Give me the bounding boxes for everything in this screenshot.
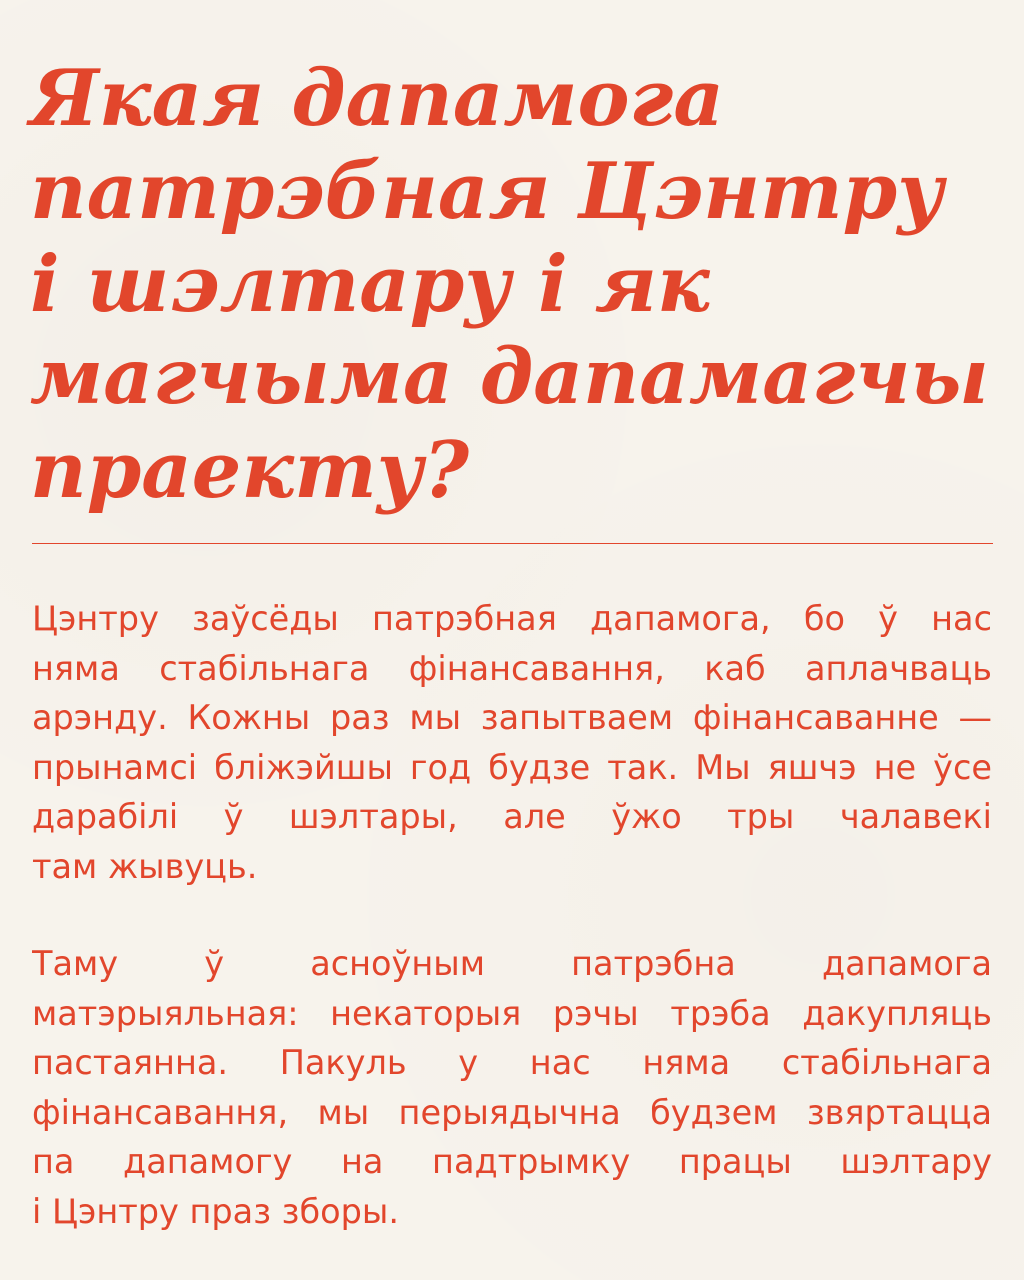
paragraph-line: арэнду. Кожны раз мы запытваем фінансаванне — — [32, 698, 992, 737]
paragraph-line: і Цэнтру праз зборы. — [32, 1191, 399, 1231]
title-line: праекту? — [30, 425, 470, 516]
paragraph-line: няма стабільнага фінансавання, каб аплачваць — [32, 648, 992, 688]
page-title — [30, 52, 990, 517]
paragraph-line: там жывуць. — [32, 846, 258, 886]
paragraph-line: прынамсі бліжэйшы год будзе так. Мы яшчэ не ўсе — [32, 747, 992, 787]
title-line: і шэлтару і як — [30, 239, 710, 330]
title-line: патрэбная Цэнтру — [30, 146, 944, 237]
paragraph-line: дарабілі ў шэлтары, але ўжо тры чалавекі — [32, 797, 992, 836]
paragraph-line: матэрыяльная: некаторыя рэчы трэба дакупляць — [32, 993, 992, 1033]
paragraph-line: фінансавання, мы перыядычна будзем звяртацца — [32, 1092, 992, 1132]
paragraph-2 — [32, 939, 992, 1236]
paragraph-line: па дапамогу на падтрымку працы шэлтару — [32, 1142, 992, 1181]
paragraph-line: пастаянна. Пакуль у нас няма стабільнага — [32, 1043, 992, 1082]
divider — [32, 543, 993, 544]
paragraph-1 — [32, 594, 992, 891]
title-line: Якая дапамога — [30, 53, 724, 144]
paragraph-line: Таму ў асноўным патрэбна дапамога — [32, 944, 992, 983]
title-line: магчыма дапамагчы — [30, 332, 989, 422]
paragraph-line: Цэнтру заўсёды патрэбная дапамога, бо ў нас — [32, 599, 992, 638]
